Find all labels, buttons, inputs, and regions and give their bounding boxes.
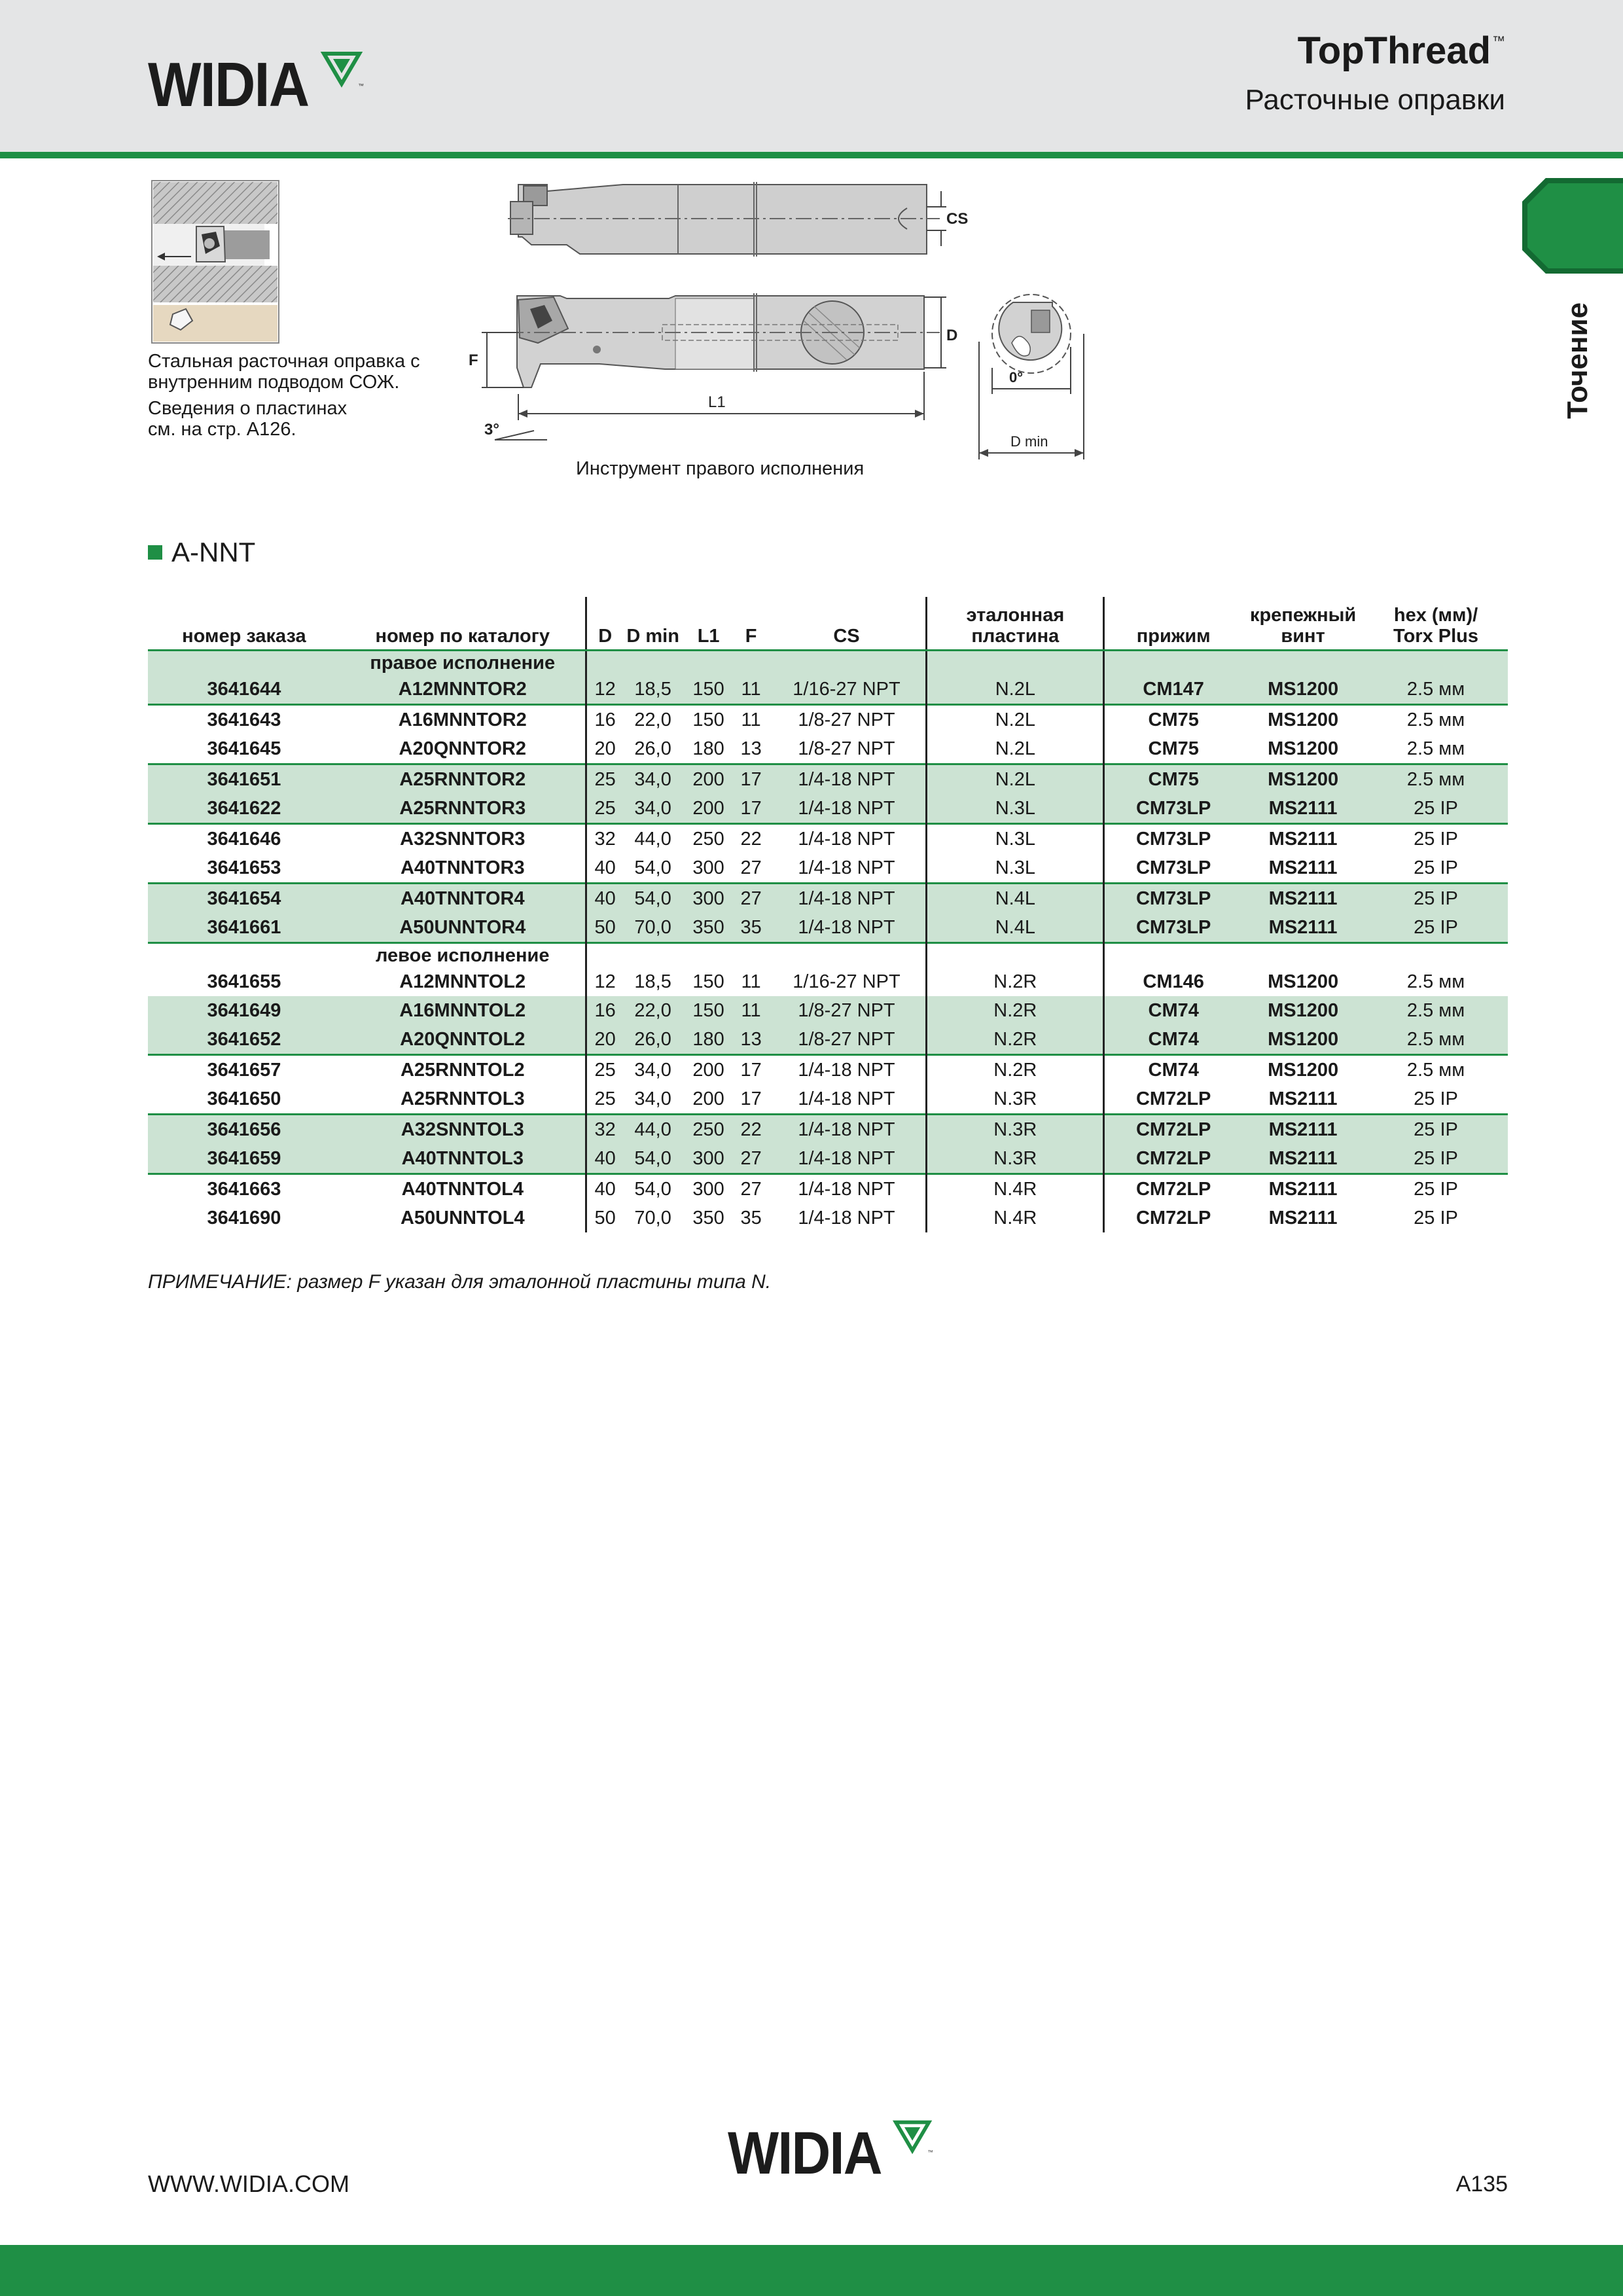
col-screw (1242, 597, 1364, 651)
clamp: CM72LP (1104, 1085, 1242, 1115)
cs-value: 1/4-18 NPT (768, 824, 927, 854)
svg-text:™: ™ (927, 2149, 933, 2156)
catalog-number: A50UNNTOL4 (400, 1208, 525, 1229)
l1-value: 200 (683, 1055, 735, 1085)
l1-value: 200 (692, 798, 724, 819)
footer-logo-triangle-icon (895, 2119, 933, 2156)
col-catalog-number (340, 597, 586, 651)
table-row (148, 1204, 1508, 1232)
order-number: 3641651 (148, 764, 340, 795)
gage-insert: N.4L (927, 884, 1104, 914)
page-subtitle: Расточные оправки (1245, 84, 1505, 116)
l1-value: 300 (692, 1148, 724, 1169)
cs-value: 1/4-18 NPT (798, 1208, 895, 1229)
table-row (148, 705, 1508, 735)
caption-line: см. на стр. A126. (148, 419, 296, 440)
d-value: 25 (586, 1055, 623, 1085)
dmin-value: 34,0 (624, 764, 683, 795)
screw: MS2111 (1268, 798, 1338, 819)
caption-line: внутренним подводом СОЖ. (148, 372, 400, 393)
clamp: CM74 (1104, 1025, 1242, 1055)
key-size: 2.5 мм (1406, 1000, 1465, 1021)
gage-insert: N.2L (927, 734, 1104, 764)
header-text: F (745, 626, 757, 647)
l1-dimension-label: L1 (708, 393, 726, 411)
clamp: CM73LP (1104, 913, 1242, 943)
table-row (148, 794, 1508, 824)
f-value: 27 (735, 1174, 768, 1204)
dmin-value: 34,0 (634, 798, 671, 819)
order-number: 3641645 (207, 738, 281, 759)
screw: MS2111 (1268, 1088, 1338, 1109)
table-header-row (148, 597, 1508, 651)
clamp: CM74 (1104, 996, 1242, 1025)
d-value: 50 (586, 913, 623, 943)
clamp: CM75 (1104, 734, 1242, 764)
f-value: 17 (735, 764, 768, 795)
col-f (735, 597, 768, 651)
key-size: 2.5 мм (1406, 738, 1465, 759)
f-value: 35 (740, 917, 762, 938)
col-dmin (624, 597, 683, 651)
cs-value: 1/8-27 NPT (798, 738, 895, 759)
header-text: hex (мм)/ (1393, 605, 1478, 626)
header-text: CS (833, 626, 860, 647)
clamp: CM74 (1104, 1055, 1242, 1085)
screw: MS1200 (1242, 1055, 1364, 1085)
f-value: 17 (740, 1088, 762, 1109)
gage-insert: N.4R (927, 1174, 1104, 1204)
angle-3-label: 3° (484, 421, 499, 439)
clamp: CM73LP (1104, 794, 1242, 824)
table-row (148, 1144, 1508, 1174)
screw: MS1200 (1242, 764, 1364, 795)
l1-value: 150 (683, 705, 735, 735)
col-key (1364, 597, 1508, 651)
f-value: 22 (735, 824, 768, 854)
header-text: винт (1281, 626, 1325, 647)
d-value: 40 (586, 1174, 623, 1204)
clamp: CM73LP (1104, 853, 1242, 884)
gage-insert: N.2R (927, 1055, 1104, 1085)
header-text: D (598, 626, 613, 647)
f-value: 13 (740, 738, 762, 759)
catalog-number: A50UNNTOR4 (399, 917, 526, 938)
cs-value: 1/4-18 NPT (798, 857, 895, 878)
gage-insert: N.3L (927, 794, 1104, 824)
dmin-value: 26,0 (634, 738, 671, 759)
order-number: 3641663 (148, 1174, 340, 1204)
d-value: 20 (586, 734, 623, 764)
clamp: CM72LP (1104, 1174, 1242, 1204)
catalog-number: A25RNNTOL2 (340, 1055, 586, 1085)
table-row (148, 853, 1508, 884)
cs-value: 1/16-27 NPT (793, 971, 901, 992)
l1-value: 150 (692, 1000, 724, 1021)
cs-value: 1/8-27 NPT (768, 705, 927, 735)
caption-line: Стальная расточная оправка с (148, 351, 420, 372)
key-size: 25 IP (1364, 1115, 1508, 1145)
cs-value: 1/4-18 NPT (768, 1174, 927, 1204)
l1-value: 250 (683, 1115, 735, 1145)
section-bullet-icon (148, 545, 162, 560)
dmin-value: 22,0 (624, 705, 683, 735)
dmin-value: 54,0 (634, 857, 671, 878)
dmin-value: 34,0 (634, 1088, 671, 1109)
d-value: 40 (586, 853, 623, 884)
catalog-number: A25RNNTOR3 (399, 798, 526, 819)
dmin-value: 54,0 (624, 884, 683, 914)
drawing-caption: Инструмент правого исполнения (576, 458, 865, 479)
d-value: 32 (586, 824, 623, 854)
order-number: 3641643 (148, 705, 340, 735)
logo-triangle-icon (323, 51, 363, 89)
l1-value: 150 (692, 679, 724, 700)
f-value: 27 (740, 857, 762, 878)
d-value: 32 (586, 1115, 623, 1145)
order-number: 3641646 (148, 824, 340, 854)
gage-insert: N.3L (927, 853, 1104, 884)
table-row (148, 764, 1508, 795)
l1-value: 300 (692, 857, 724, 878)
tool-dimension-drawing (469, 171, 1097, 459)
l1-value: 250 (683, 824, 735, 854)
screw: MS1200 (1242, 705, 1364, 735)
d-value: 25 (586, 764, 623, 795)
dmin-value: 44,0 (624, 1115, 683, 1145)
gage-insert: N.2R (927, 996, 1104, 1025)
table-row (148, 884, 1508, 914)
key-size: 2.5 мм (1364, 705, 1508, 735)
clamp: CM75 (1104, 764, 1242, 795)
clamp: CM73LP (1104, 884, 1242, 914)
col-order-number (148, 597, 340, 651)
key-size: 25 IP (1414, 1148, 1458, 1169)
catalog-number: A40TNNTOR4 (340, 884, 586, 914)
header-text: эталонная (966, 605, 1065, 626)
gage-insert: N.2L (927, 675, 1104, 705)
section-title: A-NNT (171, 537, 256, 567)
logo-wordmark: WIDIA (148, 50, 309, 120)
dmin-value: 44,0 (624, 824, 683, 854)
catalog-number: A16MNNTOL2 (399, 1000, 526, 1021)
page-title: TopThread ™ (1297, 29, 1505, 72)
header-text: пластина (971, 626, 1060, 647)
d-value: 25 (586, 794, 623, 824)
cs-value: 1/16-27 NPT (793, 679, 901, 700)
d-value: 12 (586, 675, 623, 705)
d-value: 16 (586, 996, 623, 1025)
f-value: 11 (741, 1000, 761, 1021)
d-value: 50 (586, 1204, 623, 1232)
product-table (148, 597, 1508, 1232)
catalog-number: A20QNNTOL2 (400, 1029, 526, 1050)
col-cs (768, 597, 927, 651)
screw: MS2111 (1268, 1208, 1338, 1229)
order-number: 3641652 (207, 1029, 281, 1050)
footer-logo-wordmark: WIDIA (728, 2120, 882, 2187)
l1-value: 200 (683, 764, 735, 795)
header-text: L1 (697, 626, 720, 647)
order-number: 3641649 (207, 1000, 281, 1021)
catalog-number: A16MNNTOR2 (340, 705, 586, 735)
f-value: 13 (740, 1029, 762, 1050)
clamp: CM72LP (1104, 1204, 1242, 1232)
catalog-number: A32SNNTOL3 (340, 1115, 586, 1145)
section-heading (148, 537, 255, 568)
table-row (148, 824, 1508, 854)
gage-insert: N.4R (927, 1204, 1104, 1232)
key-size: 25 IP (1364, 1174, 1508, 1204)
key-size: 2.5 мм (1364, 1055, 1508, 1085)
f-value: 11 (741, 971, 761, 992)
section-tab-marker (1522, 178, 1623, 274)
widia-logo (148, 50, 364, 120)
l1-value: 180 (692, 1029, 724, 1050)
clamp: CM146 (1104, 967, 1242, 996)
gage-insert: N.2R (927, 1025, 1104, 1055)
l1-value: 350 (692, 917, 724, 938)
cs-value: 1/4-18 NPT (798, 1148, 895, 1169)
clamp: CM72LP (1104, 1144, 1242, 1174)
key-size: 25 IP (1364, 824, 1508, 854)
order-number: 3641653 (207, 857, 281, 878)
catalog-number: A40TNNTOL3 (401, 1148, 524, 1169)
gage-insert: N.2L (927, 764, 1104, 795)
table-row (148, 996, 1508, 1025)
col-clamp (1104, 597, 1242, 651)
order-number: 3641650 (207, 1088, 281, 1109)
key-size: 2.5 мм (1406, 971, 1465, 992)
key-size: 25 IP (1364, 884, 1508, 914)
f-value: 22 (735, 1115, 768, 1145)
key-size: 2.5 мм (1406, 679, 1465, 700)
dmin-value: 22,0 (634, 1000, 671, 1021)
order-number: 3641655 (207, 971, 281, 992)
order-number: 3641654 (148, 884, 340, 914)
header-text: номер по каталогу (375, 626, 550, 647)
clamp: CM75 (1104, 705, 1242, 735)
gage-insert: N.4L (927, 913, 1104, 943)
table-row (148, 967, 1508, 996)
catalog-number: A25RNNTOR2 (340, 764, 586, 795)
key-size: 25 IP (1414, 1088, 1458, 1109)
col-gage-insert (927, 597, 1104, 651)
table-row (148, 675, 1508, 705)
cs-dimension-label: CS (946, 210, 969, 228)
header-divider (0, 152, 1623, 158)
dmin-value: 18,5 (634, 971, 671, 992)
screw: MS1200 (1268, 1000, 1339, 1021)
dmin-value: 34,0 (624, 1055, 683, 1085)
table-group-row (148, 943, 1508, 968)
group-label: левое исполнение (340, 943, 586, 968)
svg-text:™: ™ (357, 82, 364, 89)
header-text: крепежный (1249, 605, 1357, 626)
gage-insert: N.3R (927, 1085, 1104, 1115)
screw: MS1200 (1268, 738, 1339, 759)
d-value: 40 (586, 1144, 623, 1174)
d-value: 16 (586, 705, 623, 735)
table-row (148, 1055, 1508, 1085)
key-size: 25 IP (1414, 1208, 1458, 1229)
gage-insert: N.3R (927, 1144, 1104, 1174)
table-note: ПРИМЕЧАНИЕ: размер F указан для эталонной пластины типа N. (148, 1271, 772, 1293)
dmin-value: 26,0 (634, 1029, 671, 1050)
l1-value: 180 (692, 738, 724, 759)
l1-value: 350 (692, 1208, 724, 1229)
screw: MS2111 (1268, 857, 1338, 878)
order-number: 3641661 (207, 917, 281, 938)
catalog-number: A40TNNTOR3 (400, 857, 525, 878)
key-size: 2.5 мм (1364, 764, 1508, 795)
f-value: 27 (735, 884, 768, 914)
caption-line: Сведения о пластинах (148, 398, 348, 419)
catalog-number: A20QNNTOR2 (399, 738, 526, 759)
catalog-number: A12MNNTOR2 (398, 679, 527, 700)
screw: MS2111 (1242, 824, 1364, 854)
screw: MS2111 (1242, 1174, 1364, 1204)
col-d (586, 597, 623, 651)
catalog-number: A40TNNTOL4 (340, 1174, 586, 1204)
clamp: CM147 (1104, 675, 1242, 705)
f-value: 17 (735, 1055, 768, 1085)
dmin-value: 18,5 (634, 679, 671, 700)
d-value: 40 (586, 884, 623, 914)
dmin-value: 54,0 (634, 1148, 671, 1169)
group-label: правое исполнение (370, 653, 556, 673)
f-value: 17 (740, 798, 762, 819)
key-size: 25 IP (1414, 798, 1458, 819)
header-text: Torx Plus (1393, 626, 1479, 647)
screw: MS2111 (1268, 917, 1338, 938)
cs-value: 1/4-18 NPT (798, 1088, 895, 1109)
order-number: 3641690 (207, 1208, 281, 1229)
angle-0-label: 0° (1009, 369, 1024, 386)
col-l1 (683, 597, 735, 651)
screw: MS2111 (1242, 884, 1364, 914)
cs-value: 1/4-18 NPT (768, 764, 927, 795)
screw: MS1200 (1268, 679, 1339, 700)
screw: MS2111 (1268, 1148, 1338, 1169)
section-tab-label: Точение (1561, 302, 1594, 419)
table-row (148, 1115, 1508, 1145)
gage-insert: N.3R (927, 1115, 1104, 1145)
gage-insert: N.2L (927, 705, 1104, 735)
cs-value: 1/4-18 NPT (768, 884, 927, 914)
d-value: 20 (586, 1025, 623, 1055)
page-number: A135 (1455, 2172, 1508, 2197)
l1-value: 300 (683, 1174, 735, 1204)
clamp: CM73LP (1104, 824, 1242, 854)
order-number: 3641644 (207, 679, 281, 700)
key-size: 2.5 мм (1406, 1029, 1465, 1050)
dmin-value: 70,0 (634, 917, 671, 938)
f-value: 11 (741, 679, 761, 700)
catalog-number: A25RNNTOL3 (400, 1088, 525, 1109)
l1-value: 150 (692, 971, 724, 992)
cs-value: 1/4-18 NPT (798, 798, 895, 819)
d-dimension-label: D (946, 327, 958, 344)
cs-value: 1/4-18 NPT (768, 1115, 927, 1145)
f-value: 27 (740, 1148, 762, 1169)
f-dimension-label: F (469, 351, 478, 369)
dmin-dimension-label: D min (1010, 433, 1048, 450)
dmin-value: 70,0 (634, 1208, 671, 1229)
d-value: 12 (586, 967, 623, 996)
cs-value: 1/4-18 NPT (798, 917, 895, 938)
key-size: 25 IP (1414, 917, 1458, 938)
d-value: 25 (586, 1085, 623, 1115)
screw: MS2111 (1242, 1115, 1364, 1145)
footer-url[interactable]: WWW.WIDIA.COM (148, 2170, 349, 2197)
cs-value: 1/4-18 NPT (768, 1055, 927, 1085)
screw: MS1200 (1268, 971, 1339, 992)
l1-value: 300 (683, 884, 735, 914)
order-number: 3641656 (148, 1115, 340, 1145)
catalog-number: A32SNNTOR3 (340, 824, 586, 854)
table-row (148, 1085, 1508, 1115)
table-row (148, 1174, 1508, 1204)
cs-value: 1/8-27 NPT (798, 1000, 895, 1021)
catalog-number: A12MNNTOL2 (399, 971, 526, 992)
table-row (148, 734, 1508, 764)
key-size: 25 IP (1414, 857, 1458, 878)
order-number: 3641657 (148, 1055, 340, 1085)
footer-widia-logo (728, 2120, 933, 2187)
header-text: прижим (1136, 626, 1211, 647)
table-row (148, 1025, 1508, 1055)
boring-illustration (152, 181, 279, 343)
table-row (148, 913, 1508, 943)
header-text: D min (626, 626, 679, 647)
order-number: 3641659 (207, 1148, 281, 1169)
table-group-row (148, 651, 1508, 675)
order-number: 3641622 (207, 798, 281, 819)
footer-bar (0, 2245, 1623, 2296)
clamp: CM72LP (1104, 1115, 1242, 1145)
l1-value: 200 (692, 1088, 724, 1109)
f-value: 35 (740, 1208, 762, 1229)
f-value: 11 (735, 705, 768, 735)
gage-insert: N.3L (927, 824, 1104, 854)
gage-insert: N.2R (927, 967, 1104, 996)
cs-value: 1/8-27 NPT (798, 1029, 895, 1050)
dmin-value: 54,0 (624, 1174, 683, 1204)
screw: MS1200 (1268, 1029, 1339, 1050)
header-text: номер заказа (182, 626, 306, 647)
